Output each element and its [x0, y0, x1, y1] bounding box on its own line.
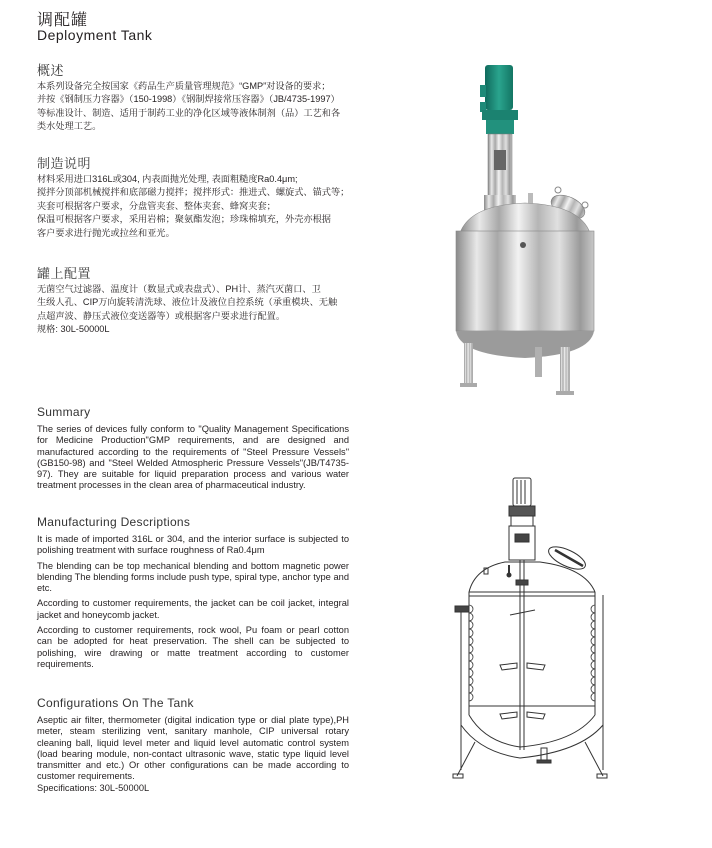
- cn-overview-line: 并按《钢制压力容器》（150-1998）《钢制焊接常压容器》（JB/4735-1997）: [37, 94, 340, 105]
- en-manufacturing-paragraph: According to customer requirements, rock wool, Pu foam or pearl cotton can be adopted for heat preservation. The shell can be subjected to polishing, wire drawing or matte treatment according to customer requirements.: [37, 625, 349, 669]
- cn-manufacturing-heading: 制造说明: [37, 156, 92, 171]
- en-configuration-heading: Configurations On The Tank: [37, 696, 194, 710]
- cn-overview-line: 本系列设备完全按国家《药品生产质量管理规范》“GMP”对设备的要求；: [37, 81, 331, 91]
- en-summary-paragraph: The series of devices fully conform to "Quality Management Specifications for Medicine Production"GMP requirements, and are designed and manufactured according to the requirements of "Steel Pressure Vessels"(GB150-98) and "Steel Welded Atmospheric Pressure Vessels"(JB/T4735-97). They are suitable for liquid preparation process and various water treatment processes in the clean area of pharmaceutical industry.: [37, 424, 349, 491]
- en-manufacturing-body: [37, 534, 349, 670]
- cn-spec-line: 规格: 30L-50000L: [37, 324, 110, 335]
- page-title-en: Deployment Tank: [37, 27, 153, 43]
- cn-overview-line: 等标准设计、制造、适用于制药工业的净化区域等液体制剂（品）工艺和各: [37, 107, 341, 118]
- cn-manufacturing-body: [37, 173, 367, 240]
- cn-overview-heading: 概述: [37, 63, 65, 78]
- tank-photo: [440, 55, 610, 395]
- cn-configuration-heading: 罐上配置: [37, 266, 92, 281]
- cn-manufacturing-line: 材料采用进口316L或304, 内表面抛光处理, 表面粗糙度Ra0.4μm;: [37, 174, 298, 184]
- tank-photo-illustration: [440, 55, 610, 395]
- motor-icon: [485, 65, 513, 110]
- tank-drawing-illustration: [445, 470, 615, 785]
- en-summary-heading: Summary: [37, 405, 91, 419]
- cn-manufacturing-line: 保温可根据客户要求，采用岩棉；聚氨酯发泡；珍珠棉填充，外壳亦根据: [37, 214, 331, 225]
- cn-overview-body: [37, 80, 367, 134]
- cn-manufacturing-line: 搅拌分顶部机械搅拌和底部磁力搅拌；搅拌形式：推进式、螺旋式、锚式等；: [37, 187, 350, 198]
- en-configuration-paragraph: Aseptic air filter, thermometer (digital indication type or dial plate type),PH meter, steam sterilizing vent, sanitary manhole, CIP universal rotary cleaning ball, liquid level meter and liquid level automatic control system (load bearing module, non-contact ultrasonic wave, static type liquid level transmitter and etc.) Or other configurations can be made according to customer requirements.: [37, 715, 349, 782]
- en-manufacturing-paragraph: According to customer requirements, the jacket can be coil jacket, integral jacket and honeycomb jacket.: [37, 598, 349, 620]
- cn-manufacturing-line: 夹套可根据客户要求，分盘管夹套、整体夹套、蜂窝夹套；: [37, 200, 276, 211]
- cn-configuration-line: 生级人孔、CIP万向旋转清洗球、液位计及液位自控系统（承重模块、无触: [37, 297, 338, 308]
- en-configuration-body: [37, 715, 349, 794]
- tank-drawing: [445, 470, 615, 785]
- en-spec-line: Specifications: 30L-50000L: [37, 782, 150, 793]
- en-manufacturing-paragraph: The blending can be top mechanical blending and bottom magnetic power blending The blending forms include push type, spiral type, anchor type and etc.: [37, 560, 349, 594]
- en-manufacturing-heading: Manufacturing Descriptions: [37, 515, 191, 529]
- en-summary-body: [37, 424, 349, 492]
- en-manufacturing-paragraph: It is made of imported 316L or 304, and the interior surface is subjected to polishing treatment with surface roughness of Ra0.4μm: [37, 534, 349, 556]
- cn-configuration-line: 点超声波、静压式液位变送器等）或根据客户要求进行配置。: [37, 310, 286, 321]
- cn-overview-line: 类水处理工艺。: [37, 121, 102, 132]
- page-title-cn: 调配罐: [37, 12, 89, 29]
- cn-configuration-line: 无菌空气过滤器、温度计（数显式或表盘式）、PH计、蒸汽灭菌口、卫: [37, 284, 321, 294]
- cn-configuration-body: [37, 283, 367, 337]
- cn-manufacturing-line: 客户要求进行抛光或拉丝和亚光。: [37, 227, 175, 238]
